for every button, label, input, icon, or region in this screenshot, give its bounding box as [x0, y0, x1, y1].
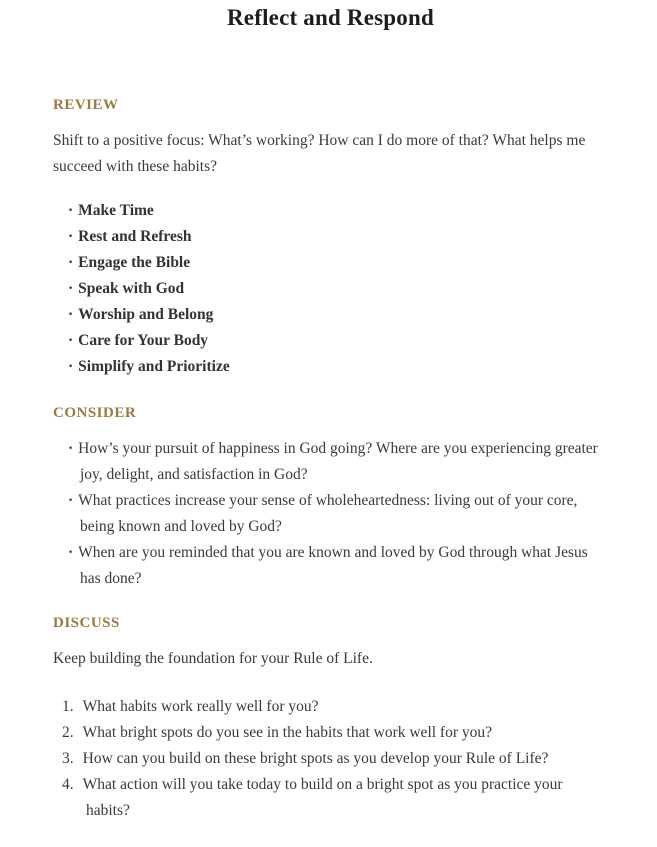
habit-item: · Rest and Refresh	[53, 224, 608, 250]
habit-item: · Speak with God	[53, 276, 608, 302]
section-consider	[53, 404, 608, 592]
review-heading: REVIEW	[53, 97, 119, 113]
habit-item: · Make Time	[53, 198, 608, 224]
discuss-question: What habits work really well for you?	[82, 698, 319, 715]
consider-question: · When are you reminded that you are known and loved by God through what Jesus has done?	[53, 540, 608, 592]
section-review	[53, 96, 608, 380]
consider-question: · How’s your pursuit of happiness in God going? Where are you experiencing greater joy, delight, and satisfaction in God?	[53, 436, 608, 488]
consider-heading: CONSIDER	[53, 405, 137, 421]
discuss-question: What action will you take today to build on a bright spot as you practice your habits?	[82, 776, 563, 819]
discuss-heading: DISCUSS	[53, 615, 120, 631]
discuss-questions-list	[53, 694, 608, 824]
review-intro: Shift to a positive focus: What’s working? How can I do more of that? What helps me succeed with these habits?	[53, 132, 586, 175]
consider-questions-list	[53, 436, 608, 592]
habit-item: · Care for Your Body	[53, 328, 608, 354]
consider-question: · What practices increase your sense of wholeheartedness: living out of your core, being known and loved by God?	[53, 488, 608, 540]
habit-item: · Engage the Bible	[53, 250, 608, 276]
page-title: Reflect and Respond	[227, 5, 434, 30]
discuss-intro: Keep building the foundation for your Rule of Life.	[53, 650, 373, 667]
habit-item: · Worship and Belong	[53, 302, 608, 328]
discuss-question: What bright spots do you see in the habits that work well for you?	[82, 724, 493, 741]
discuss-question: How can you build on these bright spots as you develop your Rule of Life?	[82, 750, 549, 767]
habit-item: · Simplify and Prioritize	[53, 354, 608, 380]
habits-list	[53, 198, 608, 380]
section-discuss	[53, 614, 608, 824]
